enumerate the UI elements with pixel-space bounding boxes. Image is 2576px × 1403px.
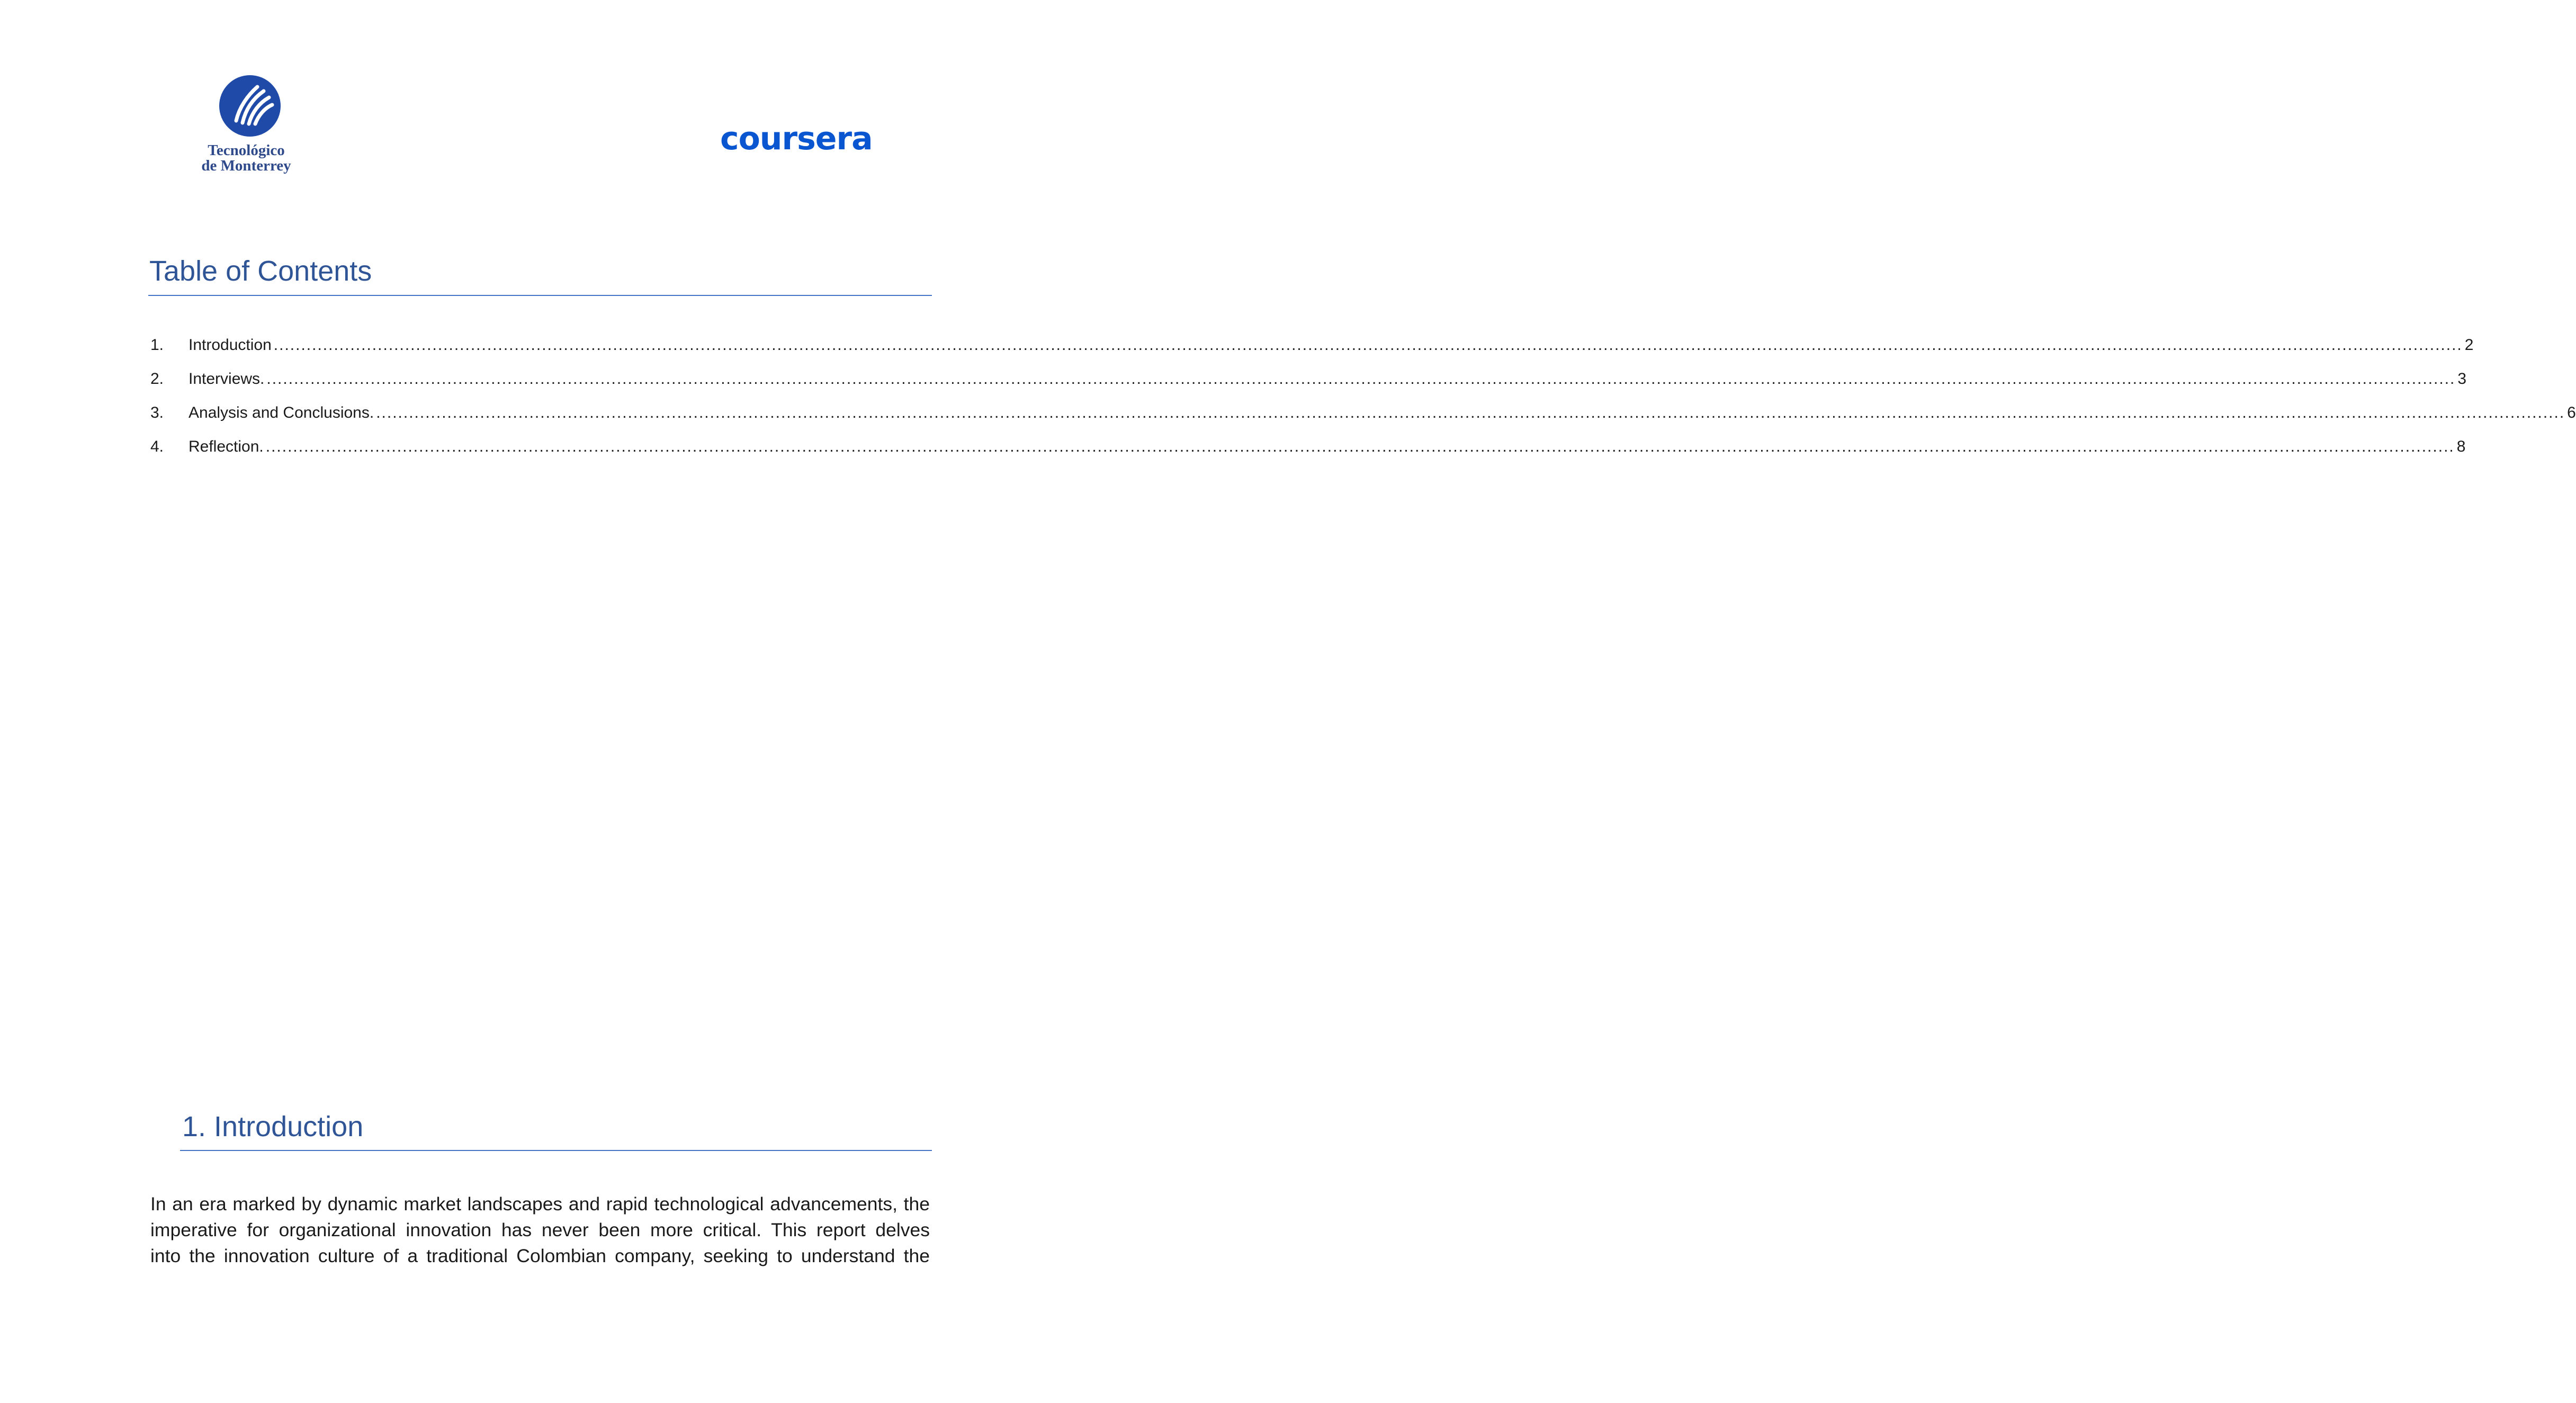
tec-monterrey-logo — [196, 74, 297, 180]
tec-logo-line1: Tecnológico — [208, 142, 285, 159]
toc-dot-leader: ................................................................................................................................................................................................................................................................................................................................................................................................................ — [266, 370, 2456, 388]
toc-entry-number: 3. — [150, 404, 164, 421]
toc-list — [150, 335, 2576, 470]
introduction-line: into the innovation culture of a traditional Colombian company, seeking to understand the — [150, 1245, 930, 1266]
toc-dot-leader: ................................................................................................................................................................................................................................................................................................................................................................................................................ — [273, 336, 2463, 354]
toc-entry-number: 2. — [150, 370, 164, 388]
introduction-heading-underline — [180, 1150, 932, 1151]
torch-emblem-icon — [218, 74, 282, 138]
toc-entry-page: 2 — [2464, 336, 2474, 354]
toc-title-underline — [148, 295, 932, 296]
toc-dot-leader: ................................................................................................................................................................................................................................................................................................................................................................................................................ — [376, 404, 2565, 421]
toc-entry-analysis[interactable] — [150, 402, 2576, 436]
introduction-line: In an era marked by dynamic market landscapes and rapid technological advancements, the — [150, 1193, 930, 1215]
coursera-logo: coursera — [720, 120, 873, 157]
toc-entry-label: Interviews. — [189, 370, 265, 388]
toc-entry-page: 6 — [2567, 404, 2576, 421]
toc-entry-label: Reflection. — [189, 438, 264, 455]
toc-entry-interviews[interactable] — [150, 368, 2467, 402]
introduction-heading: 1. Introduction — [182, 1111, 364, 1143]
introduction-line: imperative for organizational innovation has never been more critical. This report delves — [150, 1219, 930, 1240]
toc-entry-introduction[interactable] — [150, 335, 2474, 368]
toc-entry-label: Analysis and Conclusions. — [189, 404, 374, 421]
toc-entry-page: 3 — [2457, 370, 2467, 388]
toc-entry-page: 8 — [2456, 438, 2466, 455]
introduction-paragraph — [150, 1191, 930, 1269]
toc-dot-leader: ................................................................................................................................................................................................................................................................................................................................................................................................................ — [265, 438, 2455, 455]
tec-logo-line2: de Monterrey — [201, 157, 291, 174]
toc-entry-label: Introduction — [189, 336, 272, 354]
tec-logo-text — [196, 143, 297, 174]
toc-title: Table of Contents — [149, 255, 372, 287]
toc-entry-number: 4. — [150, 438, 164, 455]
toc-entry-reflection[interactable] — [150, 436, 2466, 470]
toc-entry-number: 1. — [150, 336, 164, 354]
